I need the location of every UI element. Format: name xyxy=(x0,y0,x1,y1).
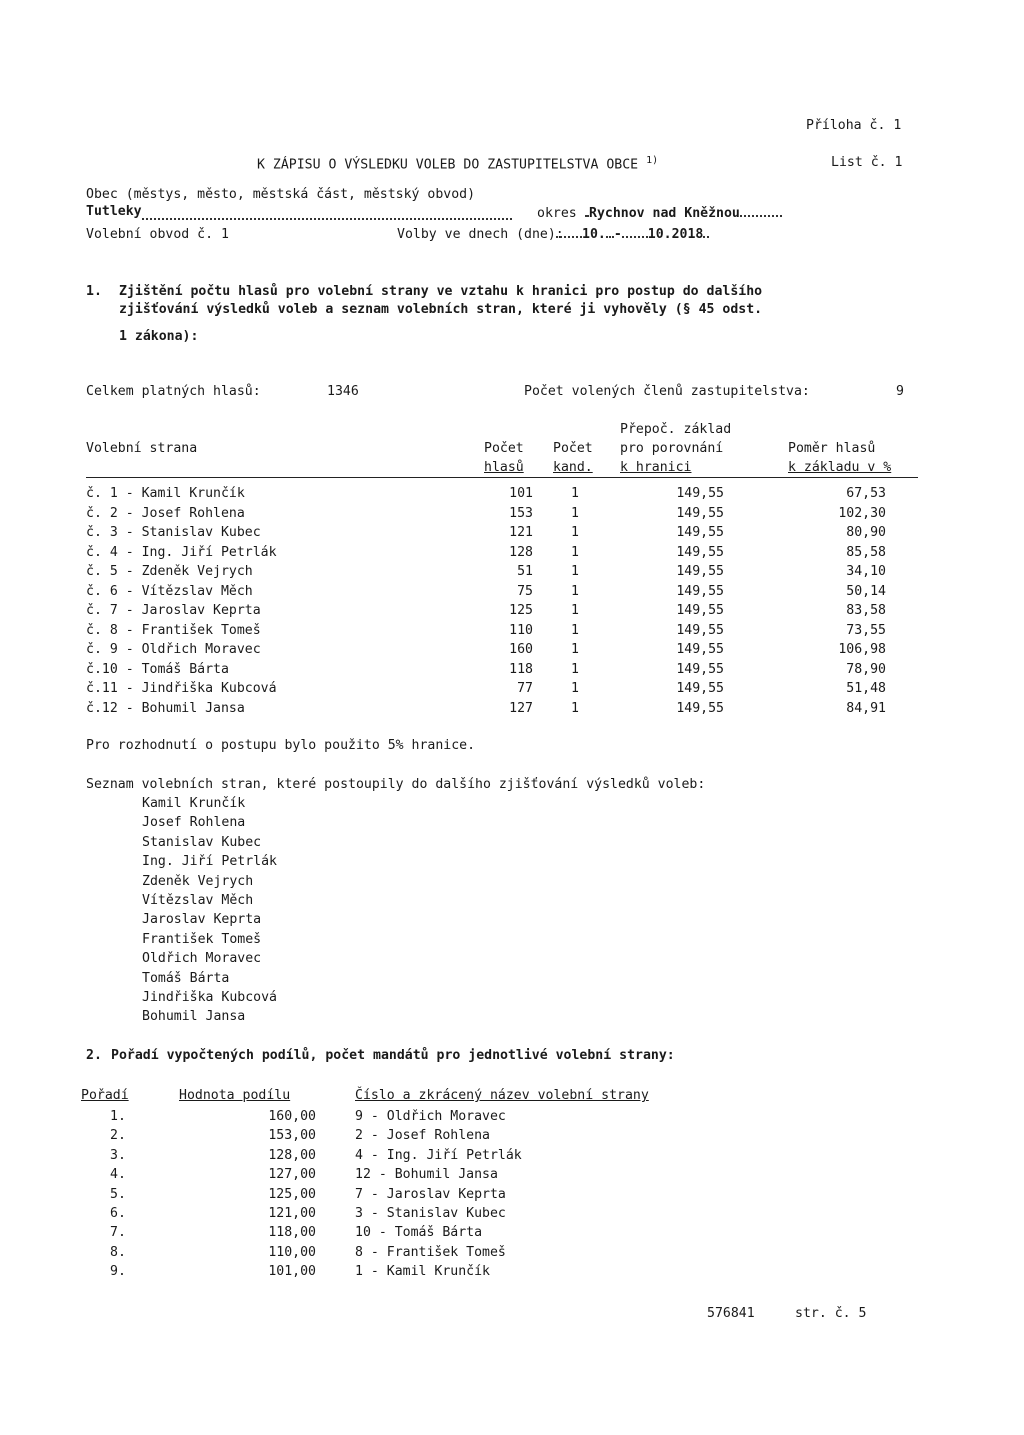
base-cell: 149,55 xyxy=(676,564,724,579)
section1-number: 1. xyxy=(86,284,102,299)
ratio-cell: 85,58 xyxy=(846,544,886,560)
ratio-cell: 34,10 xyxy=(846,564,886,579)
date-to: 10.2018 xyxy=(647,227,704,242)
party-cell: č. 1 - Kamil Krunčík xyxy=(86,486,245,501)
party-cell: 9 - Oldřich Moravec xyxy=(355,1109,506,1124)
col-cand-line1: Počet xyxy=(553,441,593,456)
candidates-cell: 1 xyxy=(571,700,579,716)
candidates-cell: 1 xyxy=(571,525,579,540)
base-cell: 149,55 xyxy=(676,525,724,540)
party-cell: č. 7 - Jaroslav Keprta xyxy=(86,603,261,618)
base-cell: 149,55 xyxy=(676,505,724,521)
sheet-number: List č. 1 xyxy=(831,155,903,170)
ratio-cell: 102,30 xyxy=(838,505,886,521)
district-value: Rychnov nad Kněžnou xyxy=(589,206,740,221)
quotient-cell: 125,00 xyxy=(268,1186,316,1202)
base-cell: 149,55 xyxy=(676,486,724,501)
rank-cell: 5. xyxy=(110,1186,126,1202)
list-item: Zdeněk Vejrych xyxy=(142,873,254,889)
quotient-cell: 128,00 xyxy=(268,1147,316,1163)
quotient-cell: 160,00 xyxy=(268,1109,316,1124)
annex-label: Příloha č. 1 xyxy=(806,118,902,133)
section2-number: 2. xyxy=(86,1048,102,1063)
list-item: Vítězslav Měch xyxy=(142,893,254,908)
candidates-cell: 1 xyxy=(571,505,579,521)
base-cell: 149,55 xyxy=(676,544,724,560)
candidates-cell: 1 xyxy=(571,642,579,657)
candidates-cell: 1 xyxy=(571,622,579,638)
list-item: Stanislav Kubec xyxy=(142,834,262,850)
dates-dots-1 xyxy=(556,224,582,238)
quotient-cell: 127,00 xyxy=(268,1167,316,1183)
candidates-cell: 1 xyxy=(571,681,579,696)
quotient-cell: 110,00 xyxy=(268,1244,316,1260)
rank-cell: 9. xyxy=(110,1264,126,1280)
ward-label: Volební obvod č. 1 xyxy=(86,227,229,242)
col-votes-line1: Počet xyxy=(484,441,524,456)
list-item: Josef Rohlena xyxy=(142,815,246,831)
members-value: 9 xyxy=(896,384,904,399)
members-label: Počet volených členů zastupitelstva: xyxy=(524,384,810,399)
party-cell: 8 - František Tomeš xyxy=(355,1244,506,1260)
section2-heading: Pořadí vypočtených podílů, počet mandátů pro jednotlivé volební strany: xyxy=(111,1048,675,1063)
list-item: Jaroslav Keprta xyxy=(142,912,262,928)
candidates-cell: 1 xyxy=(571,603,579,618)
rank-cell: 2. xyxy=(110,1128,126,1144)
party-cell: 10 - Tomáš Bárta xyxy=(355,1225,483,1241)
municipality-label: Obec (městys, město, městská část, městský obvod) xyxy=(86,187,476,202)
party-cell: 7 - Jaroslav Keprta xyxy=(355,1186,506,1202)
base-cell: 149,55 xyxy=(676,700,724,716)
quotient-cell: 101,00 xyxy=(268,1264,316,1280)
rank-cell: 3. xyxy=(110,1147,126,1163)
document-id: 576841 xyxy=(707,1306,755,1321)
party-cell: č. 5 - Zdeněk Vejrych xyxy=(86,564,253,579)
rank-cell: 1. xyxy=(110,1109,126,1124)
party-cell: 3 - Stanislav Kubec xyxy=(355,1206,506,1221)
rank-cell: 4. xyxy=(110,1167,126,1183)
district-field xyxy=(585,203,835,222)
date-separator: - xyxy=(613,227,622,242)
votes-cell: 118 xyxy=(509,661,533,677)
votes-cell: 51 xyxy=(517,564,533,579)
list-item: Oldřich Moravec xyxy=(142,951,262,967)
dates-field xyxy=(556,224,831,243)
col-party: Volební strana xyxy=(86,441,198,456)
votes-cell: 121 xyxy=(509,525,533,540)
party-cell: 1 - Kamil Krunčík xyxy=(355,1264,490,1280)
votes-cell: 125 xyxy=(509,603,533,618)
document-title xyxy=(257,152,658,173)
list-item: Bohumil Jansa xyxy=(142,1009,246,1025)
section1-heading-line2: zjišťování výsledků voleb a seznam volebních stran, které ji vyhověly (§ 45 odst. xyxy=(119,302,763,317)
party-cell: 2 - Josef Rohlena xyxy=(355,1128,490,1144)
ratio-cell: 83,58 xyxy=(846,603,886,618)
ratio-cell: 84,91 xyxy=(846,700,886,716)
candidates-cell: 1 xyxy=(571,486,579,501)
base-cell: 149,55 xyxy=(676,681,724,696)
base-cell: 149,55 xyxy=(676,661,724,677)
page-number: str. č. 5 xyxy=(795,1306,867,1321)
col-ratio-line2: k základu v % xyxy=(788,460,892,475)
party-cell: č.10 - Tomáš Bárta xyxy=(86,661,229,677)
base-cell: 149,55 xyxy=(676,622,724,638)
base-cell: 149,55 xyxy=(676,642,724,657)
dates-label: Volby ve dnech (dne): xyxy=(397,227,564,242)
ratio-cell: 50,14 xyxy=(846,583,886,599)
municipality-dots xyxy=(142,206,512,220)
quotient-cell: 118,00 xyxy=(268,1225,316,1241)
col-party-name: Číslo a zkrácený název volební strany xyxy=(355,1088,649,1103)
ratio-cell: 67,53 xyxy=(846,486,886,501)
ratio-cell: 80,90 xyxy=(846,525,886,540)
party-cell: 4 - Ing. Jiří Petrlák xyxy=(355,1147,522,1163)
votes-cell: 160 xyxy=(509,642,533,657)
candidates-cell: 1 xyxy=(571,544,579,560)
votes-cell: 128 xyxy=(509,544,533,560)
section1-heading-line3: 1 zákona): xyxy=(119,329,199,344)
ratio-cell: 51,48 xyxy=(846,681,886,696)
title-footnote-mark: 1) xyxy=(646,155,659,166)
col-votes-line2: hlasů xyxy=(484,460,524,475)
votes-cell: 101 xyxy=(509,486,533,501)
base-cell: 149,55 xyxy=(676,603,724,618)
candidates-cell: 1 xyxy=(571,564,579,579)
rank-cell: 6. xyxy=(110,1206,126,1221)
dates-dots-4 xyxy=(703,224,709,238)
dates-dots-2 xyxy=(606,224,614,238)
rank-cell: 7. xyxy=(110,1225,126,1241)
ratio-cell: 106,98 xyxy=(838,642,886,657)
col-quotient: Hodnota podílu xyxy=(179,1088,291,1103)
col-base-line0: Přepoč. základ xyxy=(620,422,732,437)
district-label: okres xyxy=(537,206,577,221)
votes-cell: 127 xyxy=(509,700,533,716)
list-item: Kamil Krunčík xyxy=(142,796,246,811)
party-cell: č. 6 - Vítězslav Měch xyxy=(86,583,253,599)
list-item: František Tomeš xyxy=(142,931,262,947)
votes-cell: 75 xyxy=(517,583,533,599)
section1-heading-line1: Zjištění počtu hlasů pro volební strany ve vztahu k hranici pro postup do dalšího xyxy=(119,284,763,299)
party-cell: č. 4 - Ing. Jiří Petrlák xyxy=(86,544,277,560)
list-item: Jindřiška Kubcová xyxy=(142,990,277,1005)
party-cell: č.12 - Bohumil Jansa xyxy=(86,700,245,716)
votes-cell: 153 xyxy=(509,505,533,521)
col-rank: Pořadí xyxy=(81,1088,129,1103)
party-cell: č. 8 - František Tomeš xyxy=(86,622,261,638)
col-ratio-line1: Poměr hlasů xyxy=(788,441,876,456)
municipality-field xyxy=(86,203,526,220)
dates-dots-3 xyxy=(622,224,648,238)
list-item: Tomáš Bárta xyxy=(142,970,230,986)
municipality-value: Tutleky xyxy=(86,204,142,219)
valid-votes-value: 1346 xyxy=(327,384,359,399)
party-cell: č. 3 - Stanislav Kubec xyxy=(86,525,261,540)
quotient-cell: 121,00 xyxy=(268,1206,316,1221)
candidates-cell: 1 xyxy=(571,661,579,677)
ratio-cell: 73,55 xyxy=(846,622,886,638)
list-item: Ing. Jiří Petrlák xyxy=(142,854,277,870)
base-cell: 149,55 xyxy=(676,583,724,599)
quotient-cell: 153,00 xyxy=(268,1128,316,1144)
col-base-line2: k hranici xyxy=(620,460,692,475)
votes-cell: 77 xyxy=(517,681,533,696)
party-cell: č.11 - Jindřiška Kubcová xyxy=(86,681,277,696)
votes-cell: 110 xyxy=(509,622,533,638)
party-cell: 12 - Bohumil Jansa xyxy=(355,1167,498,1183)
district-dots-right xyxy=(740,203,782,217)
date-from: 10. xyxy=(582,227,606,242)
threshold-note: Pro rozhodnutí o postupu bylo použito 5% hranice. xyxy=(86,738,476,753)
party-cell: č. 2 - Josef Rohlena xyxy=(86,505,245,521)
party-cell: č. 9 - Oldřich Moravec xyxy=(86,642,261,657)
col-cand-line2: kand. xyxy=(553,460,593,475)
valid-votes-label: Celkem platných hlasů: xyxy=(86,384,261,399)
rank-cell: 8. xyxy=(110,1244,126,1260)
advanced-list-label: Seznam volebních stran, které postoupily do dalšího zjišťování výsledků voleb: xyxy=(86,777,706,792)
col-base-line1: pro porovnání xyxy=(620,441,724,456)
table-header-rule xyxy=(86,477,918,478)
ratio-cell: 78,90 xyxy=(846,661,886,677)
title-text: K ZÁPISU O VÝSLEDKU VOLEB DO ZASTUPITELSTVA OBCE xyxy=(257,157,639,173)
candidates-cell: 1 xyxy=(571,583,579,599)
